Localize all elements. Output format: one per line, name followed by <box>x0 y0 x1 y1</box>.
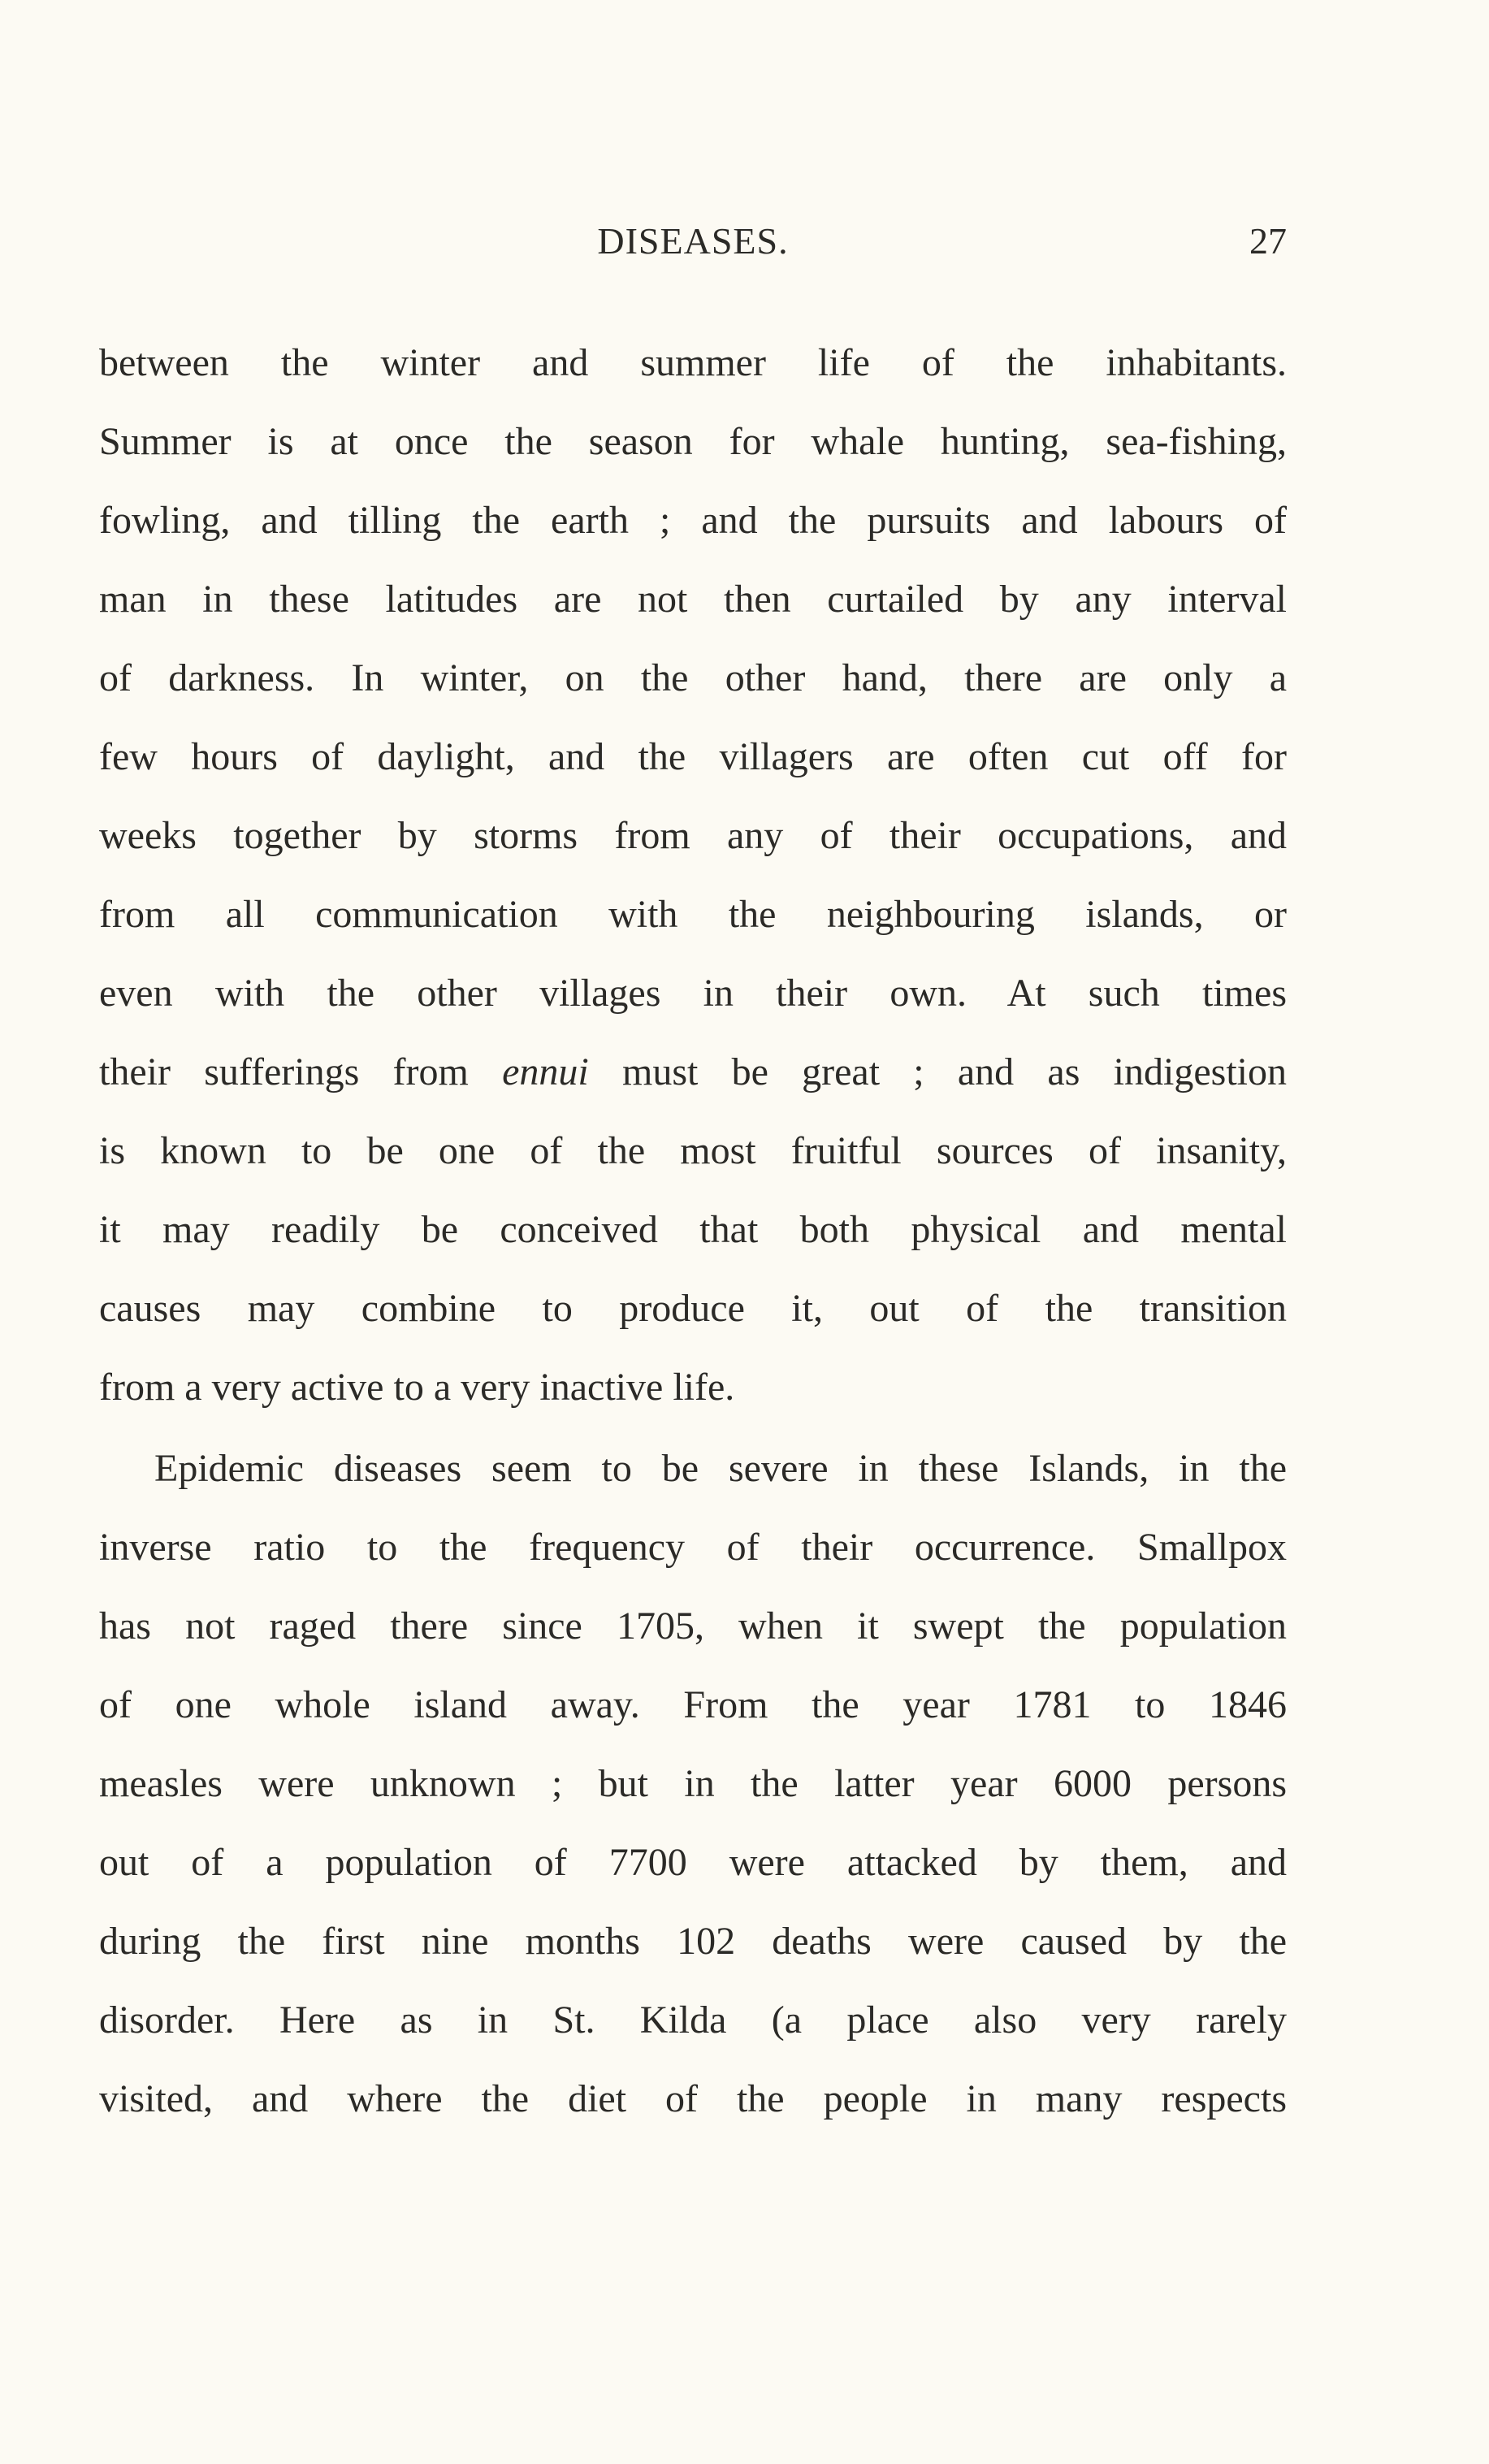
body-text <box>99 335 1287 2150</box>
text-line: measles were unknown ; but in the latter year 6000 persons <box>99 1762 1287 1805</box>
page-number: 27 <box>1249 220 1287 262</box>
text-line: Summer is at once the season for whale hunting, sea-fishing, <box>99 420 1287 463</box>
text-line: during the first nine months 102 deaths were caused by the <box>99 1920 1287 1963</box>
paragraph-1 <box>99 335 1287 1438</box>
text-line: out of a population of 7700 were attacked by them, and <box>99 1841 1287 1884</box>
text-fragment: must be great ; and as indigestion <box>588 1050 1287 1093</box>
text-line: from all communication with the neighbouring islands, or <box>99 893 1287 936</box>
running-head: DISEASES. <box>597 220 789 262</box>
text-line <box>99 1044 1287 1123</box>
text-line: has not raged there since 1705, when it swept the population <box>99 1604 1287 1648</box>
text-line: causes may combine to produce it, out of the transition <box>99 1287 1287 1330</box>
text-line: between the winter and summer life of the inhabitants. <box>99 341 1287 384</box>
text-line: fowling, and tilling the earth ; and the pursuits and labours of <box>99 499 1287 542</box>
text-line: disorder. Here as in St. Kilda (a place also very rarely <box>99 1998 1287 2042</box>
text-fragment: their sufferings from <box>99 1050 503 1093</box>
text-line: man in these latitudes are not then curtailed by any interval <box>99 578 1287 621</box>
text-line: few hours of daylight, and the villagers are often cut off for <box>99 735 1287 778</box>
text-line: weeks together by storms from any of their occupations, and <box>99 814 1287 857</box>
page-header <box>99 219 1287 268</box>
italic-term: ennui <box>502 1050 589 1093</box>
text-line: of one whole island away. From the year 1781 to 1846 <box>99 1683 1287 1726</box>
text-line: of darkness. In winter, on the other hand, there are only a <box>99 656 1287 699</box>
text-line: visited, and where the diet of the people in many respects <box>99 2077 1287 2120</box>
text-line: it may readily be conceived that both physical and mental <box>99 1208 1287 1251</box>
text-line: is known to be one of the most fruitful sources of insanity, <box>99 1129 1287 1172</box>
text-line: even with the other villages in their own. At such times <box>99 972 1287 1015</box>
paragraph-2 <box>99 1440 1287 2150</box>
text-line: from a very active to a very inactive life. <box>99 1366 735 1409</box>
text-line: Epidemic diseases seem to be severe in these Islands, in the <box>154 1447 1287 1490</box>
text-line: inverse ratio to the frequency of their occurrence. Smallpox <box>99 1526 1287 1569</box>
